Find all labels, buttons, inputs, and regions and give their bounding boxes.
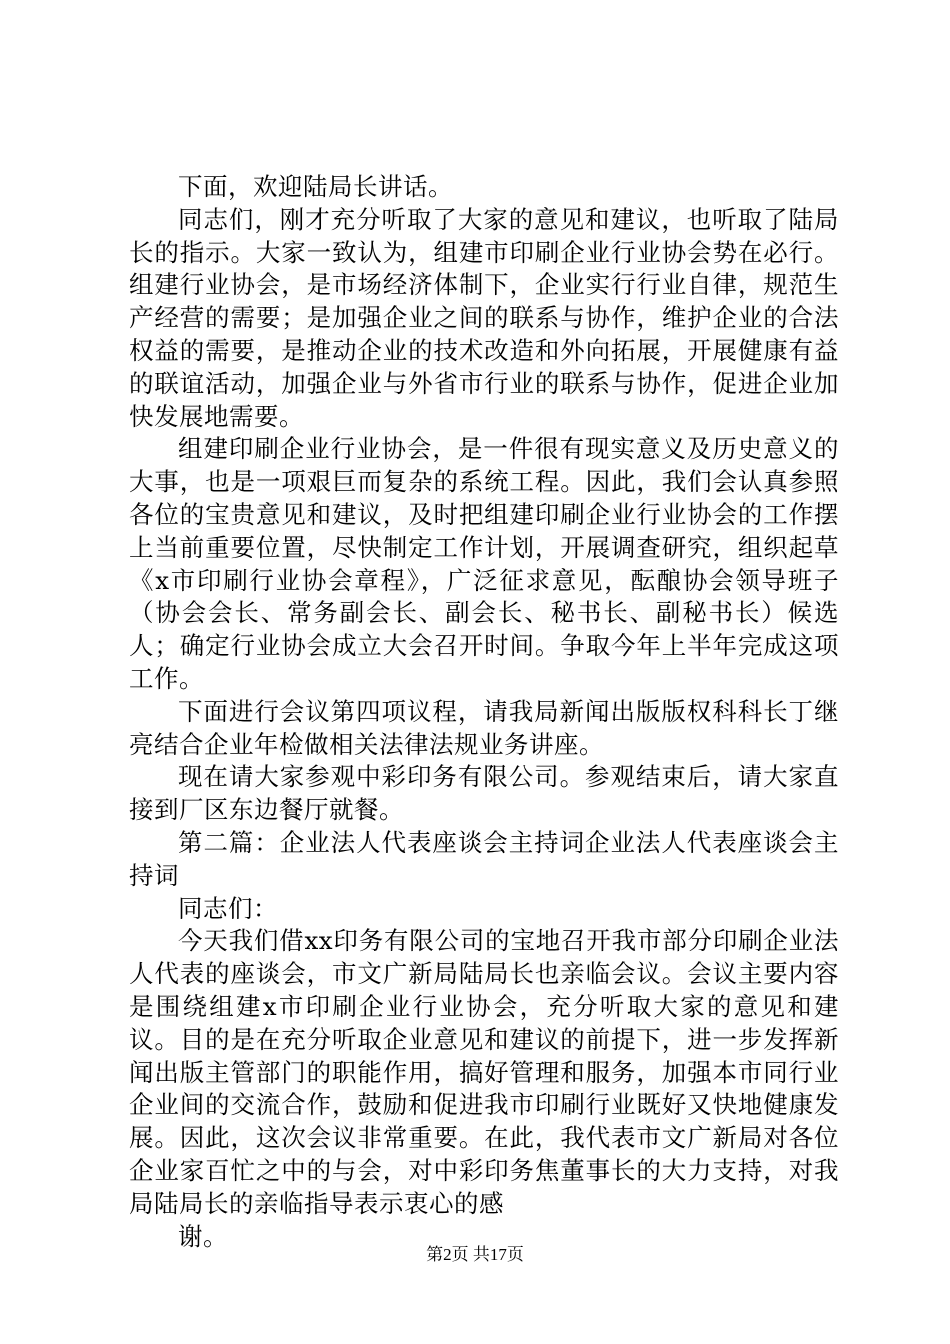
paragraph-association-necessity: 同志们，刚才充分听取了大家的意见和建议，也听取了陆局长的指示。大家一致认为，组建市印刷企业行业协会势在必行。组建行业协会，是市场经济体制下，企业实行行业自律，规范生产经营的需要；是加强企业之间的联系与协作，维护企业的合法权益的需要，是推动企业的技术改造和外向拓展，开展健康有益的联谊活动，加强企业与外省市行业的联系与协作，促进企业加快发展地需要。 — [129, 204, 839, 431]
paragraph-greeting: 同志们： — [178, 893, 278, 923]
paragraph-agenda-four: 下面进行会议第四项议程，请我局新闻出版版权科科长丁继亮结合企业年检做相关法律法规业务讲座。 — [129, 696, 839, 759]
paragraph-welcome-speech: 下面，欢迎陆局长讲话。 — [178, 172, 453, 201]
paragraph-association-plan: 组建印刷企业行业协会，是一件很有现实意义及历史意义的大事，也是一项艰巨而复杂的系统工程。因此，我们会认真参照各位的宝贵意见和建议，及时把组建印刷企业行业协会的工作摆上当前重要位置，尽快制定工作计划，开展调查研究，组织起草《x市印刷行业协会章程》，广泛征求意见，酝酿协会领导班子（协会会长、常务副会长、副会长、秘书长、副秘书长）候选人；确定行业协会成立大会召开时间。争取今年上半年完成这项工作。 — [129, 434, 839, 693]
paragraph-meeting-intro: 今天我们借xx印务有限公司的宝地召开我市部分印刷企业法人代表的座谈会，市文广新局陆局长也亲临会议。会议主要内容是围绕组建x市印刷企业行业协会，充分听取大家的意见和建议。目的是在充分听取企业意见和建议的前提下，进一步发挥新闻出版主管部门的职能作用，搞好管理和服务，加强本市同行业企业间的交流合作，鼓励和促进我市印刷行业既好又快地健康发展。因此，这次会议非常重要。在此，我代表市文广新局对各位企业家百忙之中的与会，对中彩印务焦董事长的大力支持，对我局陆局长的亲临指导表示衷心的感 — [129, 926, 839, 1218]
document-body — [129, 171, 839, 1253]
paragraph-thanks: 谢。 — [178, 1221, 228, 1251]
page-number-footer: 第2页 共17页 — [426, 1245, 524, 1264]
section-heading-part-two: 第二篇：企业法人代表座谈会主持词企业法人代表座谈会主持词 — [129, 827, 839, 890]
paragraph-visit: 现在请大家参观中彩印务有限公司。参观结束后，请大家直接到厂区东边餐厅就餐。 — [129, 762, 839, 825]
